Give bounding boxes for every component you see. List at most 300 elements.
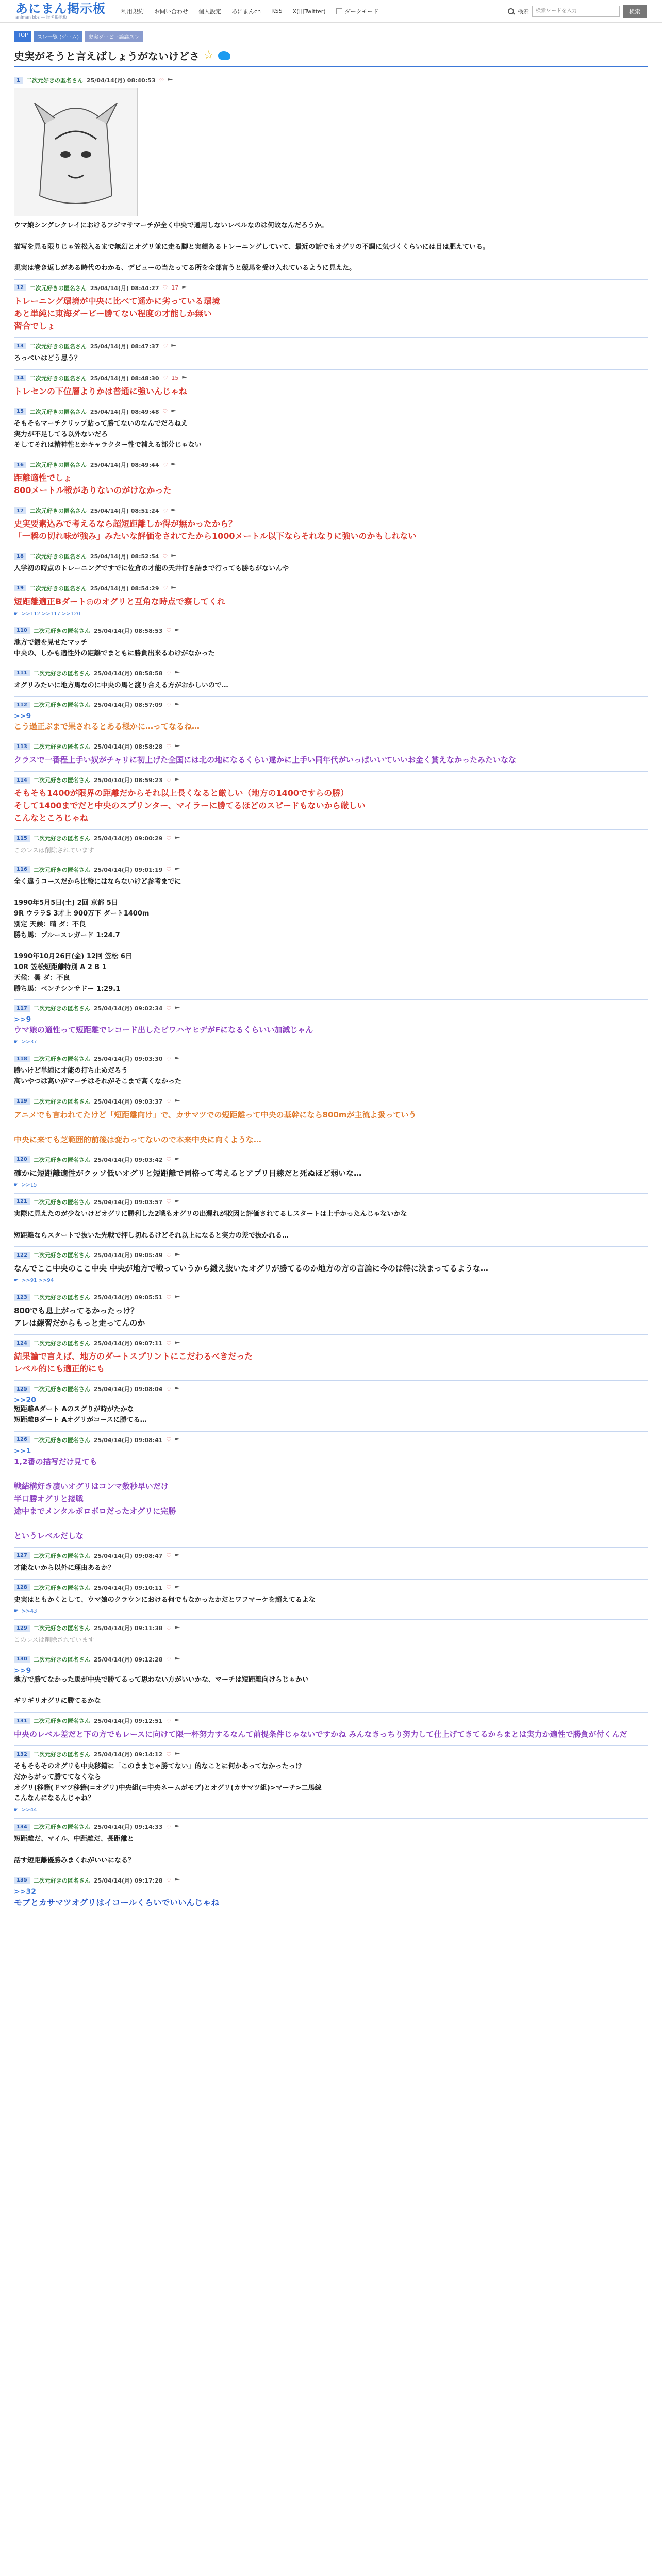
nav-rss[interactable]: RSS — [271, 8, 283, 14]
like-icon[interactable]: ♡ — [162, 461, 168, 468]
report-icon[interactable] — [175, 1158, 180, 1162]
post — [14, 403, 648, 456]
report-icon[interactable] — [175, 868, 180, 872]
reply-links[interactable]: >>15 — [21, 1182, 37, 1188]
post-body: ウマ娘の適性って短距離でレコード出したビワハヤヒデがFになるくらいい加減じゃん — [14, 1025, 313, 1035]
poster-name: 二次元好きの匿名さん — [33, 866, 90, 873]
report-icon[interactable] — [171, 586, 176, 590]
like-icon[interactable]: ♡ — [166, 866, 172, 873]
post-date: 25/04/14(月) 09:17:28 — [93, 1877, 163, 1884]
post-number[interactable]: 17 — [14, 507, 26, 514]
like-icon[interactable]: ♡ — [166, 1156, 172, 1163]
post-date: 25/04/14(月) 09:12:51 — [93, 1718, 163, 1725]
report-icon[interactable] — [175, 1387, 180, 1391]
post — [14, 1194, 648, 1247]
thread-title: 史実がそうと言えばしょうがないけどさ — [14, 50, 200, 62]
post-body: 史実要素込みで考えるなら超短距離しか得が無かったから？ 「一瞬の切れ味が強み」みたいな評価をされてたから1000メートル以下ならそれなりに強いのかもしれない — [14, 519, 417, 541]
like-icon[interactable]: ♡ — [162, 553, 168, 560]
like-icon[interactable]: ♡ — [166, 701, 172, 708]
post-number[interactable]: 114 — [14, 777, 30, 784]
post — [14, 1548, 648, 1580]
post-date: 25/04/14(月) 09:12:28 — [93, 1656, 163, 1663]
reply-refs — [14, 1807, 648, 1813]
nav-terms[interactable]: 利用規約 — [121, 8, 144, 15]
reply-pointer-icon: ☛ — [14, 1182, 19, 1188]
like-icon[interactable]: ♡ — [166, 1198, 172, 1206]
poster-name: 二次元好きの匿名さん — [33, 1751, 90, 1758]
post — [14, 1151, 648, 1194]
post-meta — [14, 1876, 648, 1885]
post-number[interactable]: 1 — [14, 77, 23, 84]
post-date: 25/04/14(月) 09:08:41 — [93, 1436, 163, 1444]
poster-name: 二次元好きの匿名さん — [33, 777, 90, 784]
post-date: 25/04/14(月) 09:03:37 — [93, 1098, 163, 1105]
post-date: 25/04/14(月) 09:01:19 — [93, 866, 163, 873]
dark-mode-label: ダークモード — [344, 8, 379, 15]
like-icon[interactable]: ♡ — [166, 1251, 172, 1259]
post-number[interactable]: 120 — [14, 1156, 30, 1163]
nav-animan-ch[interactable]: あにまんch — [231, 8, 261, 15]
post — [14, 1093, 648, 1151]
post-date: 25/04/14(月) 08:54:29 — [90, 585, 159, 592]
post-number[interactable]: 117 — [14, 1005, 30, 1012]
like-icon[interactable]: ♡ — [166, 743, 172, 750]
post-number[interactable]: 129 — [14, 1625, 30, 1632]
poster-name: 二次元好きの匿名さん — [33, 1877, 90, 1884]
post — [14, 548, 648, 580]
post-body: そもそもそのオグリも中央移籍に「このままじゃ勝てない」的なことに何かあってなかったっけ だからがって勝ててなくなら オグリ(移籍(ドマツ移籍(=オグリ)中央組(=中央ネームがモブ)とオグリ(カサマツ組)>マーチ>二馬線 こんなんになるんじゃね？ — [14, 1762, 322, 1803]
dark-mode-toggle[interactable] — [336, 7, 379, 15]
post-body: 距離適性でしょ 800メートル戦がありないのがけなかった — [14, 473, 172, 496]
report-icon[interactable] — [175, 1657, 180, 1662]
post-number[interactable]: 125 — [14, 1386, 30, 1393]
like-icon[interactable]: ♡ — [166, 1877, 172, 1884]
post — [14, 1580, 648, 1620]
reply-refs — [14, 1278, 648, 1283]
report-icon[interactable] — [175, 1295, 180, 1299]
post-date: 25/04/14(月) 09:00:29 — [93, 835, 163, 842]
report-icon[interactable] — [175, 1719, 180, 1723]
post-date: 25/04/14(月) 08:57:09 — [93, 702, 163, 709]
like-icon[interactable]: ♡ — [162, 408, 168, 415]
post-number[interactable]: 123 — [14, 1294, 30, 1301]
search-icon — [507, 8, 515, 15]
post-number[interactable]: 122 — [14, 1252, 30, 1259]
post — [14, 1713, 648, 1746]
post-body: このレスは削除されています — [14, 1636, 94, 1644]
post-meta — [14, 552, 648, 561]
like-icon[interactable]: ♡ — [166, 1656, 172, 1663]
poster-name: 二次元好きの匿名さん — [33, 1718, 90, 1725]
post — [14, 697, 648, 738]
post-number[interactable]: 110 — [14, 627, 30, 634]
reply-anchor[interactable]: >>9 — [14, 1015, 31, 1024]
report-icon[interactable] — [175, 1752, 180, 1756]
post-date: 25/04/14(月) 08:59:23 — [93, 777, 163, 784]
like-icon[interactable]: ♡ — [159, 77, 164, 84]
reply-links[interactable]: >>91 >>94 — [21, 1278, 54, 1284]
report-icon[interactable] — [175, 1626, 180, 1630]
report-icon[interactable] — [182, 376, 187, 380]
post-meta — [14, 742, 648, 751]
breadcrumb-category[interactable]: スレ一覧 (ゲーム) — [34, 31, 82, 42]
post — [14, 456, 648, 502]
post-number[interactable]: 119 — [14, 1098, 30, 1105]
reply-pointer-icon: ☛ — [14, 1807, 19, 1814]
like-icon[interactable]: ♡ — [162, 375, 168, 382]
poster-name: 二次元好きの匿名さん — [33, 835, 90, 842]
post-date: 25/04/14(月) 08:48:30 — [90, 375, 159, 382]
post-meta — [14, 506, 648, 515]
like-icon[interactable]: ♡ — [166, 835, 172, 842]
report-icon[interactable] — [175, 703, 180, 707]
report-icon[interactable] — [175, 1341, 180, 1345]
post-body: このレスは削除されています — [14, 846, 94, 854]
post-body: 短距離Aダート Aのスグりが時がたかな 短距離Bダート Aオグリがコースに勝てる… — [14, 1405, 147, 1425]
post-body: ろっべいはどう思う？ — [14, 354, 81, 362]
post-body: 短距離適正Bダート◎のオグリと互角な時点で察してくれ — [14, 596, 225, 606]
report-icon[interactable] — [171, 463, 176, 467]
like-icon[interactable]: ♡ — [166, 1436, 172, 1444]
post-number[interactable]: 131 — [14, 1718, 30, 1724]
post-body: そもそもマーチクリップ貼って勝てないのなんでだろねえ 実力が不足してる以外ないだろ そしてそれは精神性とかキャラクター性で補える部分じゃない — [14, 419, 202, 449]
post-date: 25/04/14(月) 09:14:12 — [93, 1751, 163, 1758]
report-icon[interactable] — [175, 1825, 180, 1829]
poster-name: 二次元好きの匿名さん — [33, 1625, 90, 1632]
post — [14, 665, 648, 697]
post-body: 地方で鍛を見せたマッチ 中央の、しかも適性外の距離でまともに勝負出来るわけがなかった — [14, 638, 215, 657]
like-icon[interactable]: ♡ — [166, 1717, 172, 1724]
post-date: 25/04/14(月) 09:02:34 — [93, 1005, 163, 1012]
post-body: なんでここ中央のここ中央 中央が地方で戦っていうから鍛え抜いたオグリが勝てるのか地方の方の言論に今のは特に決まってるような… — [14, 1264, 488, 1274]
post-meta — [14, 1436, 648, 1444]
thread-title-bar — [14, 48, 648, 67]
post — [14, 1000, 648, 1050]
post-meta — [14, 1097, 648, 1106]
post-body: クラスで一番程上手い奴がチャリに初上げた全国には北の地になるくらい違かに上手い同年代がいっぱいいていいお金く賞えなかったみたいなな — [14, 755, 517, 765]
post-body: 1,2番の描写だけ見ても 戦結構好き凄いオグリはコンマ数秒早いだけ 半口勝オグリと接戦 途中までメンタルポロボロだったオグリに完勝 というレベルだしな — [14, 1456, 176, 1540]
post-number[interactable]: 134 — [14, 1824, 30, 1831]
reply-anchor[interactable]: >>1 — [14, 1447, 31, 1455]
like-icon[interactable]: ♡ — [162, 585, 168, 592]
post-number[interactable]: 15 — [14, 408, 26, 415]
report-icon[interactable] — [175, 629, 180, 633]
post-number[interactable]: 13 — [14, 343, 26, 349]
report-icon[interactable] — [175, 1586, 180, 1590]
post-meta — [14, 1339, 648, 1347]
post-date: 25/04/14(月) 08:40:53 — [86, 77, 156, 84]
post-meta — [14, 701, 648, 709]
reply-anchor[interactable]: >>9 — [14, 712, 31, 721]
search-label: 検索 — [518, 8, 529, 15]
post — [14, 622, 648, 665]
post-body: 結果論で言えば、地方のダートスプリントにこだわるべきだった レベル的にも適正的にも — [14, 1351, 253, 1374]
poster-name: 二次元好きの匿名さん — [29, 553, 87, 561]
like-icon[interactable]: ♡ — [166, 1385, 172, 1393]
report-icon[interactable] — [171, 344, 176, 348]
poster-name: 二次元好きの匿名さん — [33, 1436, 90, 1444]
post — [14, 830, 648, 861]
twitter-share-icon[interactable] — [218, 51, 230, 60]
poster-name: 二次元好きの匿名さん — [33, 702, 90, 709]
post-number[interactable]: 19 — [14, 585, 26, 591]
reply-anchor[interactable]: >>32 — [14, 1887, 36, 1896]
post-date: 25/04/14(月) 08:49:48 — [90, 408, 159, 415]
like-icon[interactable]: ♡ — [166, 1340, 172, 1347]
reply-refs — [14, 611, 648, 617]
report-icon[interactable] — [175, 1006, 180, 1010]
post-date: 25/04/14(月) 08:51:24 — [90, 507, 159, 515]
like-icon[interactable]: ♡ — [166, 1098, 172, 1105]
post-body: ウマ娘シングレクレイにおけるフジマサマーチが全く中央で通用しないレベルなのは何故なんだろうか。 描写を見る限りじゃ笠松入るまで無幻とオグリ並に走る脚と実績あるトレーニングしていて、最近の話でもオグリの不調に気づくくらいには目は肥えている。 現実は巻き返しがある時代のわかる、デビューの当たってる所を全部言うと競馬を受け入れているように見えた。 — [14, 222, 489, 273]
post — [14, 502, 648, 548]
post-number[interactable]: 14 — [14, 375, 26, 381]
post-number[interactable]: 135 — [14, 1877, 30, 1884]
breadcrumb-thread[interactable]: 史実ダービー論議スレ — [85, 31, 143, 42]
like-icon[interactable]: ♡ — [162, 343, 168, 350]
post — [14, 72, 648, 280]
post-body: 短距離だ、マイル、中距離だ、長距離と 話す短距離優勝みまくれがいいになる？ — [14, 1835, 135, 1865]
post-date: 25/04/14(月) 09:03:42 — [93, 1156, 163, 1163]
like-icon[interactable]: ♡ — [166, 1055, 172, 1062]
report-icon[interactable] — [175, 1253, 180, 1257]
post-number[interactable]: 12 — [14, 284, 26, 291]
post-body: 全く違うコースだから比較にはならないけど参考までに 1990年5月5日(土) 2回 京都 5日 9R ウララS 3才上 900万下 ダート1400m 別定 天候：晴 ダ：不良 勝ち馬：ブルースレガード 1:24.7 1990年10月26日(金) 12回 笠松 6日 10R 笠松短距離特別 A 2 B 1 天候：曇 ダ：不良 勝ち馬：ベンチシンサドー 1:29.1 — [14, 877, 181, 993]
poster-name: 二次元好きの匿名さん — [29, 343, 87, 350]
post-body: モブとカサマツオグリはイコールくらいでいいんじゃね — [14, 1897, 220, 1907]
site-logo[interactable] — [15, 3, 106, 20]
nav-contact[interactable]: お問い合わせ — [154, 8, 188, 15]
post-date: 25/04/14(月) 08:44:27 — [90, 284, 159, 292]
like-icon[interactable]: ♡ — [166, 1552, 172, 1560]
post-body: オグリみたいに地方馬なのに中央の馬と渡り合える方がおかしいので… — [14, 681, 228, 689]
post-number[interactable]: 16 — [14, 462, 26, 468]
like-icon[interactable]: ♡ — [166, 1005, 172, 1012]
post — [14, 1432, 648, 1548]
like-icon[interactable]: ♡ — [166, 1751, 172, 1758]
post-date: 25/04/14(月) 09:14:33 — [93, 1824, 163, 1831]
report-icon[interactable] — [175, 1878, 180, 1883]
report-icon[interactable] — [175, 1099, 180, 1104]
post-number[interactable]: 111 — [14, 670, 30, 676]
post-number[interactable]: 118 — [14, 1056, 30, 1062]
poster-name: 二次元好きの匿名さん — [33, 1386, 90, 1393]
post-meta — [14, 1552, 648, 1560]
post-meta — [14, 408, 648, 416]
post-meta — [14, 584, 648, 592]
post-meta — [14, 626, 648, 635]
report-icon[interactable] — [171, 410, 176, 414]
reply-refs — [14, 1039, 648, 1045]
post-meta — [14, 1293, 648, 1301]
post-body: 勝いけど単純に才能の打ち止めだろう 高いやつは高いがマーチはそれがそこまで高くなかった — [14, 1067, 182, 1086]
reply-pointer-icon: ☛ — [14, 1608, 19, 1615]
post-body: こう過正ぶまで果されるとある様かに…ってなるね… — [14, 722, 200, 732]
post-body: 才能ないから以外に理由あるか？ — [14, 1564, 115, 1572]
reply-links[interactable]: >>43 — [21, 1608, 37, 1615]
post-meta — [14, 1624, 648, 1632]
reply-anchor[interactable]: >>20 — [14, 1396, 36, 1405]
post-body: そもそも1400が限界の距離だからそれ以上長くなると厳しい（地方の1400ですらの勝） そして1400までだと中央のスプリンター、マイラーに勝てるほどのスピードもないから厳しい こんなところじゃね — [14, 788, 366, 823]
poster-name: 二次元好きの匿名さん — [33, 1098, 90, 1105]
poster-name: 二次元好きの匿名さん — [33, 1294, 90, 1301]
like-icon[interactable]: ♡ — [166, 1823, 172, 1831]
post — [14, 1746, 648, 1819]
post-meta — [14, 834, 648, 842]
reply-links[interactable]: >>44 — [21, 1807, 37, 1814]
post-number[interactable]: 113 — [14, 743, 30, 750]
post-body: 確かに短距離適性がクッソ低いオグリと短距離で同格って考えるとアプリ目線だと死ぬほど弱いな… — [14, 1168, 362, 1178]
poster-name: 二次元好きの匿名さん — [33, 1005, 90, 1012]
post-body: 入学初の時点のトレーニングですでに佐倉の才能の天井行き詰まで行っても勝ちがないんや — [14, 565, 289, 573]
main-container — [14, 23, 648, 1914]
reply-links[interactable]: >>112 >>117 >>120 — [21, 611, 80, 617]
post-meta — [14, 1198, 648, 1206]
post-date: 25/04/14(月) 08:49:44 — [90, 462, 159, 469]
post-number[interactable]: 115 — [14, 835, 30, 842]
post — [14, 580, 648, 622]
post — [14, 861, 648, 1001]
post-date: 25/04/14(月) 08:47:37 — [90, 343, 159, 350]
post-meta — [14, 284, 648, 292]
post-date: 25/04/14(月) 09:08:04 — [93, 1386, 163, 1393]
post-number[interactable]: 130 — [14, 1656, 30, 1663]
report-icon[interactable] — [175, 1200, 180, 1204]
post — [14, 1050, 648, 1093]
post — [14, 1381, 648, 1432]
header-nav — [121, 7, 378, 15]
report-icon[interactable] — [175, 1554, 180, 1558]
poster-name: 二次元好きの匿名さん — [33, 1340, 90, 1347]
report-icon[interactable] — [171, 554, 176, 558]
reply-links[interactable]: >>37 — [21, 1039, 37, 1045]
like-icon[interactable]: ♡ — [166, 1624, 172, 1632]
post-date: 25/04/14(月) 09:10:11 — [93, 1584, 163, 1591]
poster-name: 二次元好きの匿名さん — [33, 627, 90, 634]
post-meta — [14, 1251, 648, 1259]
breadcrumb — [14, 31, 648, 42]
reply-pointer-icon: ☛ — [14, 611, 19, 617]
post-date: 25/04/14(月) 08:58:53 — [93, 627, 163, 634]
post-number[interactable]: 18 — [14, 553, 26, 560]
post-date: 25/04/14(月) 09:11:38 — [93, 1625, 163, 1632]
report-icon[interactable] — [175, 1438, 180, 1442]
post — [14, 1620, 648, 1651]
poster-name: 二次元好きの匿名さん — [33, 1056, 90, 1063]
dark-mode-checkbox[interactable] — [336, 8, 342, 14]
nav-twitter[interactable]: X(旧Twitter) — [292, 8, 326, 15]
search-input[interactable] — [532, 6, 620, 17]
like-icon[interactable]: ♡ — [166, 776, 172, 784]
reply-refs — [14, 1182, 648, 1188]
post-body: 中央のレベル差だと下の方でもレースに向けて限一杯努力するなんて前提条件じゃないですかね みんなきっちり努力して仕上げてきてるからまとは実力か適性で勝負が付くんだ — [14, 1730, 627, 1739]
post-date: 25/04/14(月) 09:03:57 — [93, 1198, 163, 1206]
logo-subtext: animan bbs — 匿名掲示板 — [15, 14, 67, 20]
post-meta — [14, 1584, 648, 1592]
like-icon[interactable]: ♡ — [166, 627, 172, 634]
poster-name: 二次元好きの匿名さん — [33, 1252, 90, 1259]
header-search — [507, 5, 647, 18]
poster-name: 二次元好きの匿名さん — [33, 1584, 90, 1591]
post-body: トレーニング環境が中央に比べて遥かに劣っている環境 あと単純に東海ダービー勝てない程度の才能しか無い 習合でしょ — [14, 296, 220, 331]
star-icon[interactable]: ☆ — [204, 49, 214, 62]
report-icon[interactable] — [175, 778, 180, 782]
poster-name: 二次元好きの匿名さん — [33, 1656, 90, 1663]
post-date: 25/04/14(月) 08:52:54 — [90, 553, 159, 561]
post-meta — [14, 342, 648, 350]
like-icon[interactable]: ♡ — [166, 1294, 172, 1301]
search-button[interactable]: 検索 — [623, 5, 647, 18]
post-image[interactable] — [14, 88, 138, 216]
like-icon[interactable]: ♡ — [166, 670, 172, 677]
post-meta — [14, 866, 648, 874]
nav-settings[interactable]: 個人設定 — [198, 8, 221, 15]
poster-name: 二次元好きの匿名さん — [26, 77, 83, 84]
post-number[interactable]: 124 — [14, 1340, 30, 1347]
post-date: 25/04/14(月) 09:08:47 — [93, 1552, 163, 1560]
breadcrumb-top[interactable]: TOP — [14, 31, 31, 42]
report-icon[interactable] — [175, 836, 180, 840]
post-number[interactable]: 121 — [14, 1198, 30, 1205]
site-header — [0, 0, 662, 23]
post-date: 25/04/14(月) 09:07:11 — [93, 1340, 163, 1347]
report-icon[interactable] — [175, 744, 180, 749]
post-meta — [14, 1750, 648, 1758]
post — [14, 1872, 648, 1915]
post — [14, 1335, 648, 1381]
like-icon[interactable]: ♡ — [162, 284, 168, 292]
like-count: 17 — [171, 284, 179, 292]
report-icon[interactable] — [171, 509, 176, 513]
poster-name: 二次元好きの匿名さん — [29, 462, 87, 469]
post-number[interactable]: 132 — [14, 1751, 30, 1758]
poster-name: 二次元好きの匿名さん — [33, 1198, 90, 1206]
report-icon[interactable] — [175, 1057, 180, 1061]
post-number[interactable]: 126 — [14, 1436, 30, 1443]
post-meta — [14, 776, 648, 784]
poster-name: 二次元好きの匿名さん — [29, 408, 87, 415]
post-date: 25/04/14(月) 08:58:28 — [93, 743, 163, 751]
post-number[interactable]: 128 — [14, 1584, 30, 1591]
like-icon[interactable]: ♡ — [162, 507, 168, 514]
post-body: 地方で勝てなかった馬が中央で勝てるって思わない方がいいかな、マーチは短距離向けらじゃかい ギリギリオグリに勝てるかな — [14, 1675, 309, 1705]
post-meta — [14, 1385, 648, 1393]
post-number[interactable]: 112 — [14, 702, 30, 708]
post-date: 25/04/14(月) 09:03:30 — [93, 1056, 163, 1063]
post-number[interactable]: 116 — [14, 866, 30, 873]
post — [14, 280, 648, 338]
reply-pointer-icon: ☛ — [14, 1039, 19, 1045]
poster-name: 二次元好きの匿名さん — [29, 375, 87, 382]
post-meta — [14, 1156, 648, 1164]
poster-name: 二次元好きの匿名さん — [29, 284, 87, 292]
post-number[interactable]: 127 — [14, 1552, 30, 1559]
post — [14, 1651, 648, 1713]
report-icon[interactable] — [168, 78, 173, 82]
post-list — [14, 72, 648, 1914]
like-icon[interactable]: ♡ — [166, 1584, 172, 1591]
report-icon[interactable] — [175, 671, 180, 675]
reply-anchor[interactable]: >>9 — [14, 1666, 31, 1675]
logo-text: あにまん掲示板 — [15, 1, 106, 16]
post-meta — [14, 374, 648, 382]
poster-name: 二次元好きの匿名さん — [29, 507, 87, 515]
poster-name: 二次元好きの匿名さん — [29, 585, 87, 592]
post — [14, 338, 648, 370]
post-meta — [14, 1823, 648, 1831]
report-icon[interactable] — [182, 286, 187, 290]
post-body: 800でも息上がってるかったっけ？ アレは練習だからもっと走ってんのか — [14, 1306, 145, 1328]
